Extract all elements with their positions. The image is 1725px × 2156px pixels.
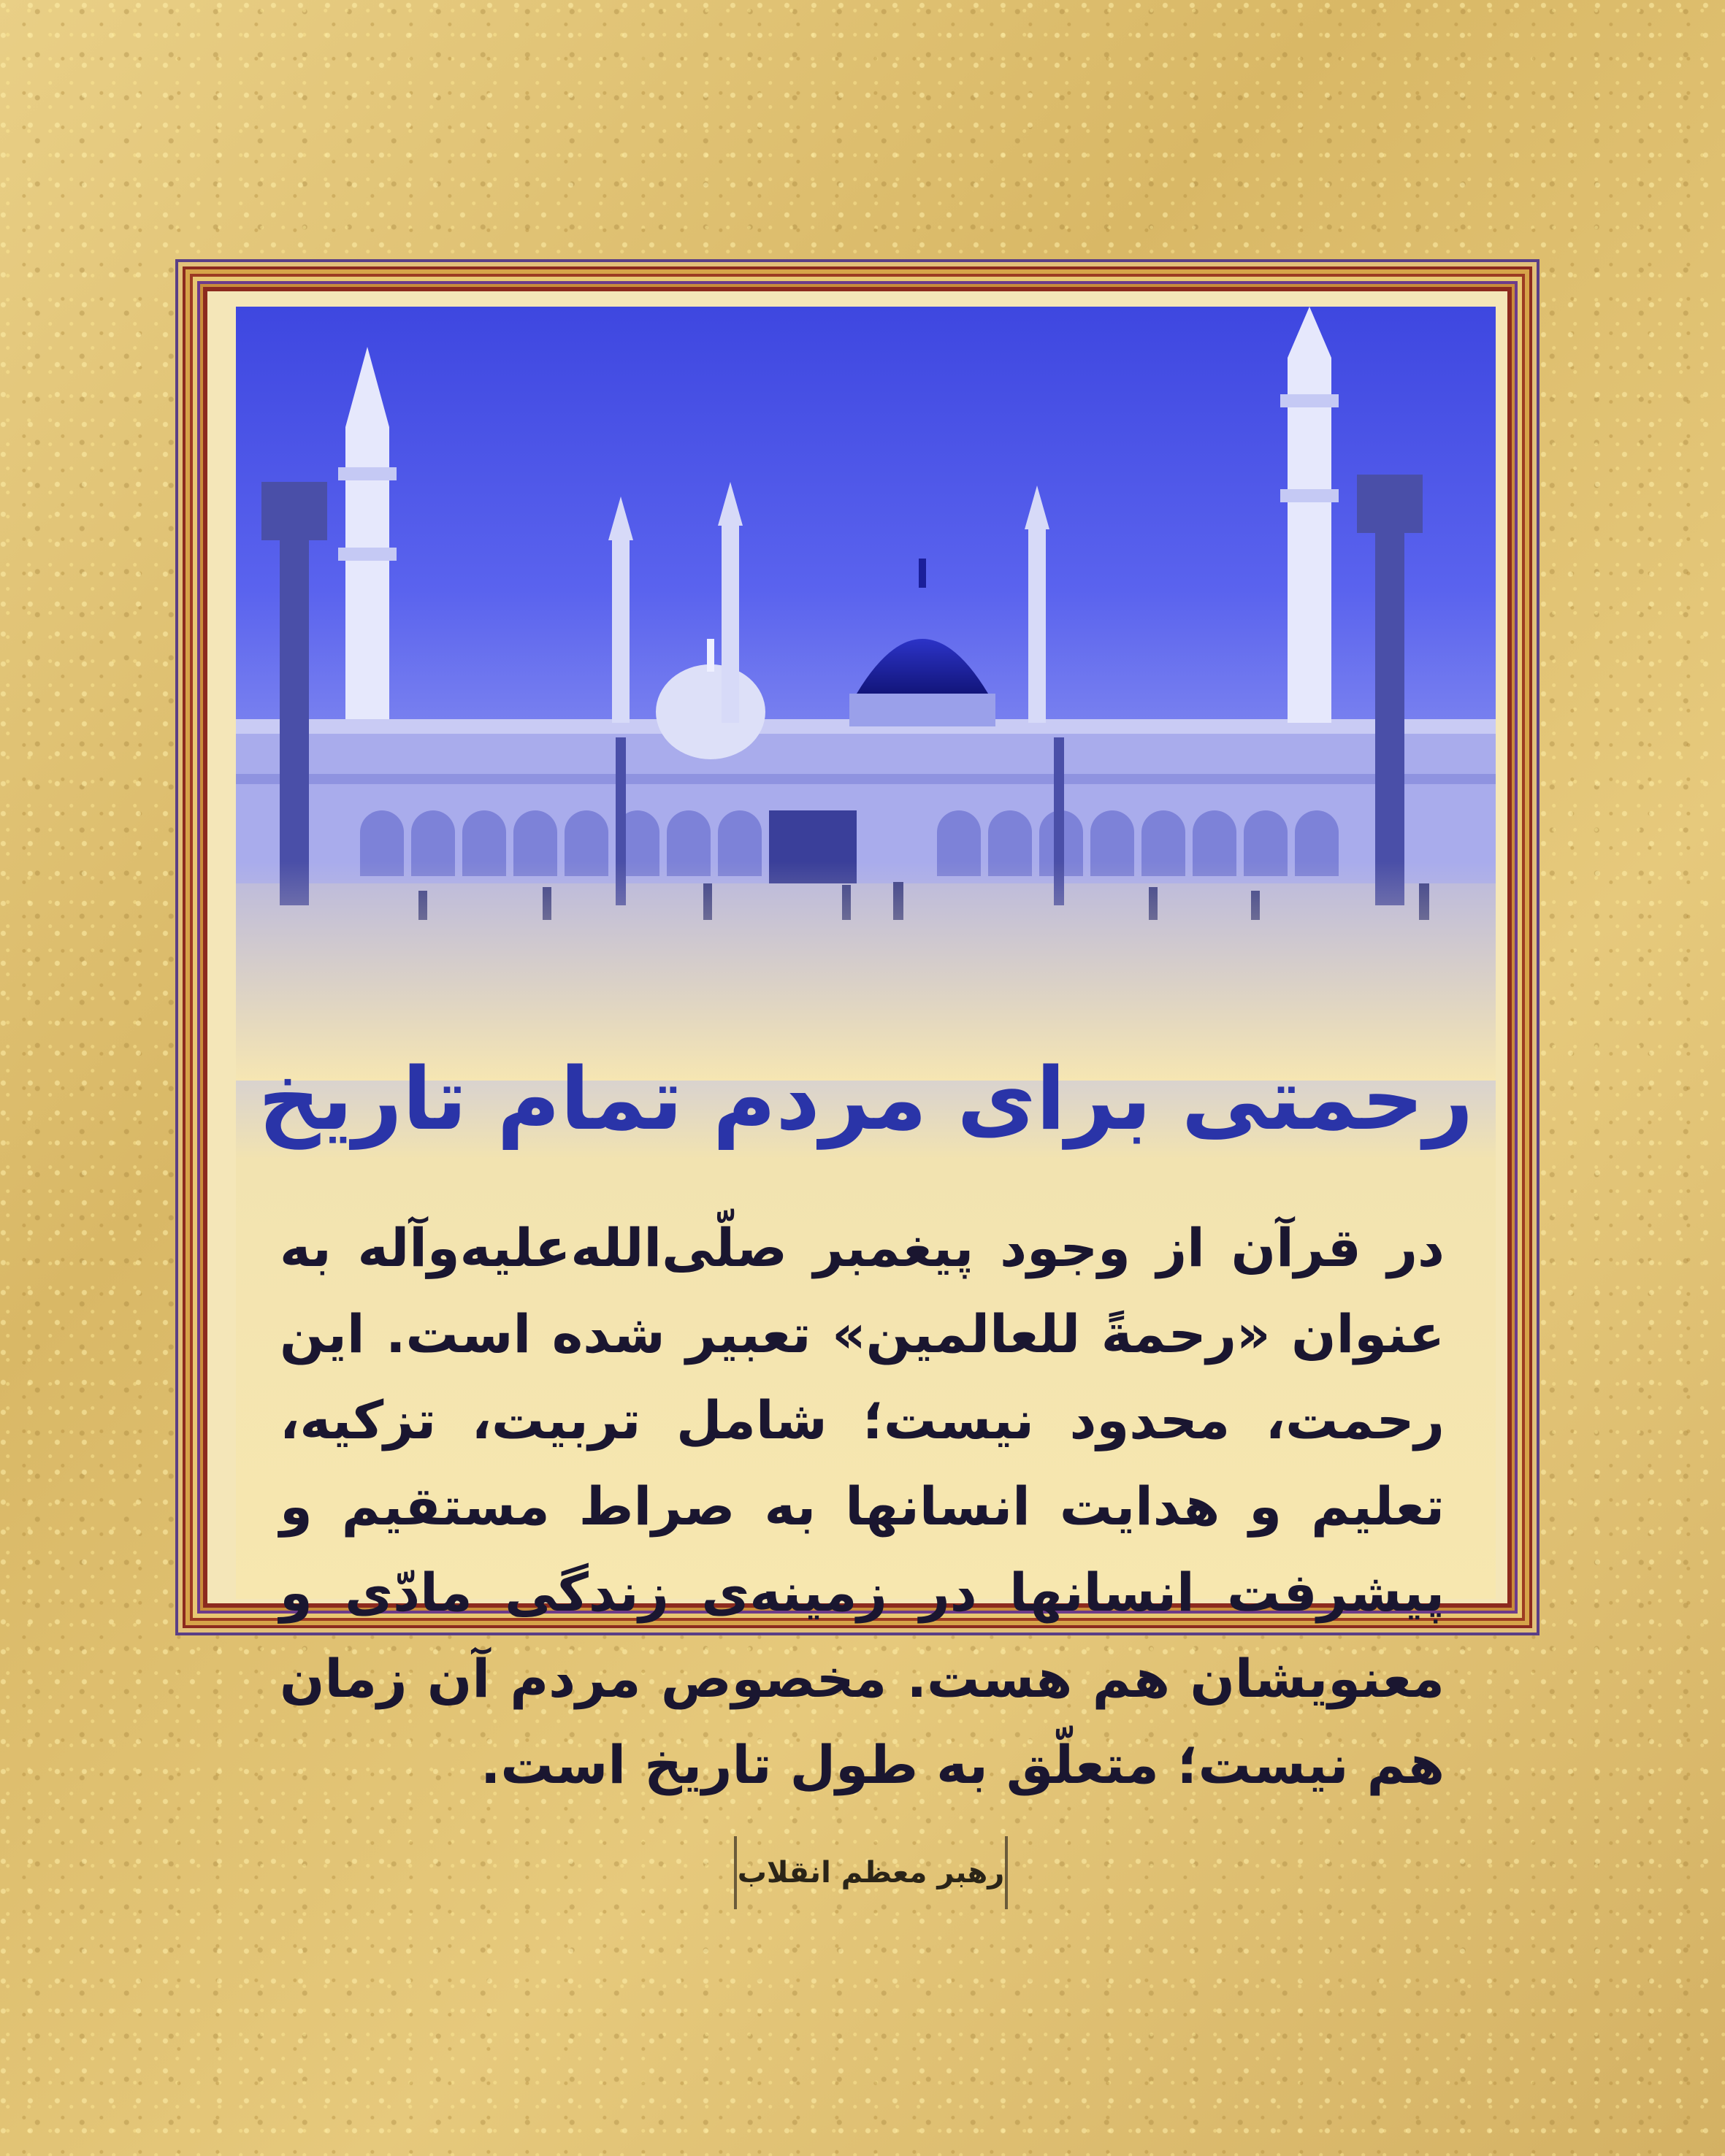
mosque-illustration <box>236 307 1496 1081</box>
credit-label: رهبر معظم انقلاب <box>734 1836 1008 1909</box>
quote-text: در قرآن از وجود پیغمبر صلّی‌الله‌علیه‌وآله به عنوان «رحمةً للعالمین» تعبیر شده است. این رحمت، محدود نیست؛ شامل تربیت، تزکیه، تعلیم و هدایت انسانها به صراط مستقیم و پیشرفت انسانها در زمینه‌ی زندگی مادّی و معنویشان هم هست. مخصوص مردم آن زمان هم نیست؛ متعلّق به طول تاریخ است. <box>280 1217 1445 1795</box>
poster-panel <box>236 307 1496 1795</box>
page-title: رحمتی برای مردم تمام تاریخ <box>258 1048 1474 1149</box>
